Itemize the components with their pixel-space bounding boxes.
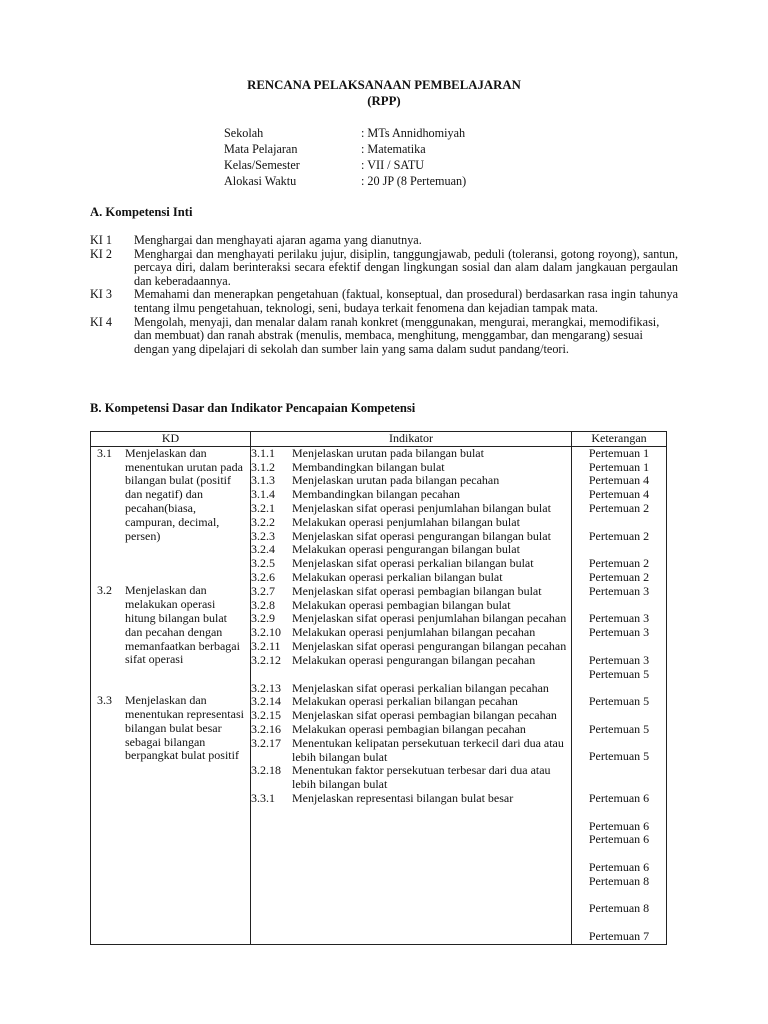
keterangan-cell: Pertemuan 6 [588, 859, 650, 874]
indikator-row [251, 557, 571, 571]
keterangan-cell: Pertemuan 8 [588, 873, 650, 888]
indikator-row [251, 543, 571, 557]
indikator-row [251, 599, 571, 613]
indikator-code: 3.1.1 [251, 445, 275, 460]
keterangan-cell: Pertemuan 2 [588, 528, 650, 543]
indikator-row [251, 682, 571, 696]
indikator-text: Menjelaskan sifat operasi perkalian bilangan pecahan [292, 680, 549, 695]
ki-text: Menghargai dan menghayati perilaku jujur, disiplin, tanggungjawab, peduli (toleransi, gotong royong), santun, percaya diri, dalam berinteraksi secara efektif dengan lingkungan sosial dan alam dalam jangkauan pergaulan dan keberadaannya. [134, 246, 678, 288]
identity-label: Mata Pelajaran [224, 142, 298, 156]
indikator-code: 3.2.9 [251, 611, 275, 626]
identity-row-subject [224, 141, 466, 157]
identity-label: Alokasi Waktu [224, 174, 297, 188]
kd-indicator-table [90, 431, 667, 945]
indikator-text: Menjelaskan sifat operasi penjumlahan bilangan bulat [292, 500, 551, 515]
ki-text: Memahami dan menerapkan pengetahuan (faktual, konseptual, dan prosedural) berdasarkan rasa ingin tahunya tentang ilmu pengetahuan, teknologi, seni, budaya terkait fenomena dan kejadian tampak mata. [134, 287, 678, 315]
indikator-row [251, 585, 571, 599]
column-header-kd: KD [91, 432, 251, 447]
keterangan-cell: Pertemuan 5 [588, 666, 650, 681]
keterangan-cell: Pertemuan 2 [588, 569, 650, 584]
identity-value: : VII / SATU [361, 158, 425, 172]
indikator-row [251, 530, 571, 544]
ki-item [90, 234, 678, 248]
ki-code: KI 4 [90, 314, 113, 329]
indikator-text: Menjelaskan sifat operasi pengurangan bilangan bulat [292, 528, 551, 543]
indikator-code: 3.2.15 [251, 708, 281, 723]
indikator-code: 3.2.5 [251, 556, 275, 571]
indikator-text: Melakukan operasi pembagian bilangan bulat [292, 597, 511, 612]
indikator-text: Membandingkan bilangan bulat [292, 459, 445, 474]
identity-block [224, 125, 466, 189]
indikator-text: Melakukan operasi perkalian bilangan pecahan [292, 694, 518, 709]
keterangan-cell: Pertemuan 6 [588, 790, 650, 805]
indikator-text: Melakukan operasi penjumlahan bilangan pecahan [292, 625, 536, 640]
kd-description: Menjelaskan dan melakukan operasi hitung bilangan bulat dan pecahan dengan memanfaatkan berbagai sifat operasi [125, 583, 240, 667]
indikator-row [251, 488, 571, 502]
identity-value: : Matematika [361, 142, 426, 156]
ki-code: KI 3 [90, 287, 113, 302]
keterangan-cell: Pertemuan 6 [588, 818, 650, 833]
indikator-text: Melakukan operasi pembagian bilangan pecahan [292, 721, 526, 736]
kd-description: Menjelaskan dan menentukan urutan pada bilangan bulat (positif dan negatif) dan pecahan(biasa, campuran, decimal, persen) [125, 445, 243, 543]
column-header-indikator: Indikator [251, 432, 572, 447]
indikator-row [251, 474, 571, 488]
indikator-row [251, 792, 571, 806]
kd-item [91, 447, 250, 544]
indikator-text: Melakukan operasi pengurangan bilangan bulat [292, 542, 520, 557]
indikator-code: 3.2.4 [251, 542, 275, 557]
identity-value: : MTs Annidhomiyah [361, 126, 466, 140]
indikator-code: 3.3.1 [251, 790, 275, 805]
ki-text: Mengolah, menyaji, dan menalar dalam ranah konkret (menggunakan, mengurai, merangkai, memodifikasi, dan membuat) dan ranah abstrak (menulis, membaca, menghitung, menggambar, dan mengarang) sesuai dengan yang dipelajari di sekolah dan sumber lain yang sama dalam sudut pandang/teori. [134, 314, 660, 356]
kd-number: 3.3 [97, 693, 112, 708]
ki-item [90, 316, 678, 357]
indikator-text: Menjelaskan sifat operasi pembagian bilangan pecahan [292, 708, 557, 723]
ki-item [90, 288, 678, 315]
ki-list [90, 234, 678, 356]
table-header-row [91, 432, 667, 447]
keterangan-cell: Pertemuan 2 [588, 556, 650, 571]
indikator-row [251, 626, 571, 640]
ki-item [90, 248, 678, 289]
indikator-code: 3.2.8 [251, 597, 275, 612]
indikator-row [251, 612, 571, 626]
indikator-row [251, 654, 571, 668]
document-subtitle: (RPP) [367, 94, 401, 108]
indikator-text: Melakukan operasi perkalian bilangan bulat [292, 569, 503, 584]
indikator-text: Menjelaskan sifat operasi pembagian bilangan bulat [292, 583, 542, 598]
indikator-code: 3.2.14 [251, 694, 281, 709]
indikator-code: 3.2.6 [251, 569, 275, 584]
indikator-row [251, 571, 571, 585]
keterangan-cell: Pertemuan 7 [588, 928, 650, 943]
indikator-code: 3.2.17 [251, 735, 281, 750]
indikator-code: 3.1.2 [251, 459, 275, 474]
section-a-heading: A. Kompetensi Inti [90, 205, 193, 219]
indikator-text: Menjelaskan urutan pada bilangan pecahan [292, 473, 500, 488]
indikator-row [251, 640, 571, 654]
keterangan-cell: Pertemuan 5 [588, 721, 650, 736]
indikator-code: 3.2.2 [251, 514, 275, 529]
indikator-text: Menentukan kelipatan persekutuan terkecil dari dua atau lebih bilangan bulat [292, 735, 564, 764]
indikator-code: 3.2.10 [251, 625, 281, 640]
indikator-row [251, 723, 571, 737]
indikator-text: Menentukan faktor persekutuan terbesar dari dua atau lebih bilangan bulat [292, 763, 551, 792]
indikator-row [251, 516, 571, 530]
keterangan-cell: Pertemuan 5 [588, 694, 650, 709]
kd-item [91, 694, 250, 763]
keterangan-cell: Pertemuan 1 [588, 445, 650, 460]
indikator-row [251, 502, 571, 516]
keterangan-cell: Pertemuan 1 [588, 459, 650, 474]
ki-code: KI 2 [90, 246, 113, 261]
keterangan-cell: Pertemuan 5 [588, 749, 650, 764]
keterangan-cell: Pertemuan 3 [588, 652, 650, 667]
indikator-code: 3.2.11 [251, 638, 281, 653]
ki-text: Menghargai dan menghayati ajaran agama yang dianutnya. [134, 233, 422, 247]
indikator-text: Menjelaskan sifat operasi pengurangan bilangan pecahan [292, 638, 567, 653]
identity-label: Sekolah [224, 126, 264, 140]
indikator-row [251, 709, 571, 723]
indikator-code: 3.2.3 [251, 528, 275, 543]
kd-item [91, 584, 250, 667]
indikator-text: Membandingkan bilangan pecahan [292, 487, 460, 502]
indikator-code: 3.1.3 [251, 473, 275, 488]
indikator-row [251, 764, 571, 792]
identity-row-school [224, 125, 466, 141]
keterangan-cell: Pertemuan 2 [588, 500, 650, 515]
column-header-keterangan: Keterangan [572, 432, 667, 447]
indikator-code: 3.2.12 [251, 652, 281, 667]
indikator-text: Melakukan operasi penjumlahan bilangan bulat [292, 514, 520, 529]
section-b-heading: B. Kompetensi Dasar dan Indikator Pencapaian Kompetensi [90, 401, 416, 415]
ki-code: KI 1 [90, 233, 113, 247]
indikator-row [251, 695, 571, 709]
indikator-row [251, 447, 571, 461]
indikator-text: Melakukan operasi pengurangan bilangan pecahan [292, 652, 536, 667]
keterangan-cell: Pertemuan 3 [588, 611, 650, 626]
identity-label: Kelas/Semester [224, 158, 300, 172]
indikator-code: 3.2.13 [251, 680, 281, 695]
identity-value: : 20 JP (8 Pertemuan) [361, 174, 467, 188]
keterangan-cell: Pertemuan 4 [588, 487, 650, 502]
keterangan-cell: Pertemuan 6 [588, 832, 650, 847]
indikator-code: 3.2.16 [251, 721, 281, 736]
identity-row-time [224, 173, 466, 189]
keterangan-column [572, 446, 667, 944]
keterangan-cell: Pertemuan 4 [588, 473, 650, 488]
kd-number: 3.1 [97, 445, 112, 460]
indikator-row [251, 737, 571, 765]
kd-number: 3.2 [97, 583, 112, 598]
table-row [91, 446, 667, 944]
indikator-column [251, 446, 572, 944]
indikator-code: 3.2.1 [251, 500, 275, 515]
keterangan-cell: Pertemuan 3 [588, 583, 650, 598]
kd-description: Menjelaskan dan menentukan representasi bilangan bulat besar sebagai bilangan berpangkat bulat positif [125, 693, 244, 763]
indikator-code: 3.1.4 [251, 487, 275, 502]
indikator-code: 3.2.18 [251, 763, 281, 778]
indikator-text: Menjelaskan representasi bilangan bulat besar [292, 790, 514, 805]
keterangan-cell: Pertemuan 3 [588, 625, 650, 640]
keterangan-cell: Pertemuan 8 [588, 901, 650, 916]
identity-row-grade [224, 157, 466, 173]
indikator-text: Menjelaskan sifat operasi perkalian bilangan bulat [292, 556, 534, 571]
kd-column [91, 446, 251, 944]
indikator-code: 3.2.7 [251, 583, 275, 598]
document-title: RENCANA PELAKSANAAN PEMBELAJARAN [247, 78, 521, 92]
indikator-text: Menjelaskan sifat operasi penjumlahan bilangan pecahan [292, 611, 567, 626]
indikator-text: Menjelaskan urutan pada bilangan bulat [292, 445, 484, 460]
indikator-row [251, 461, 571, 475]
